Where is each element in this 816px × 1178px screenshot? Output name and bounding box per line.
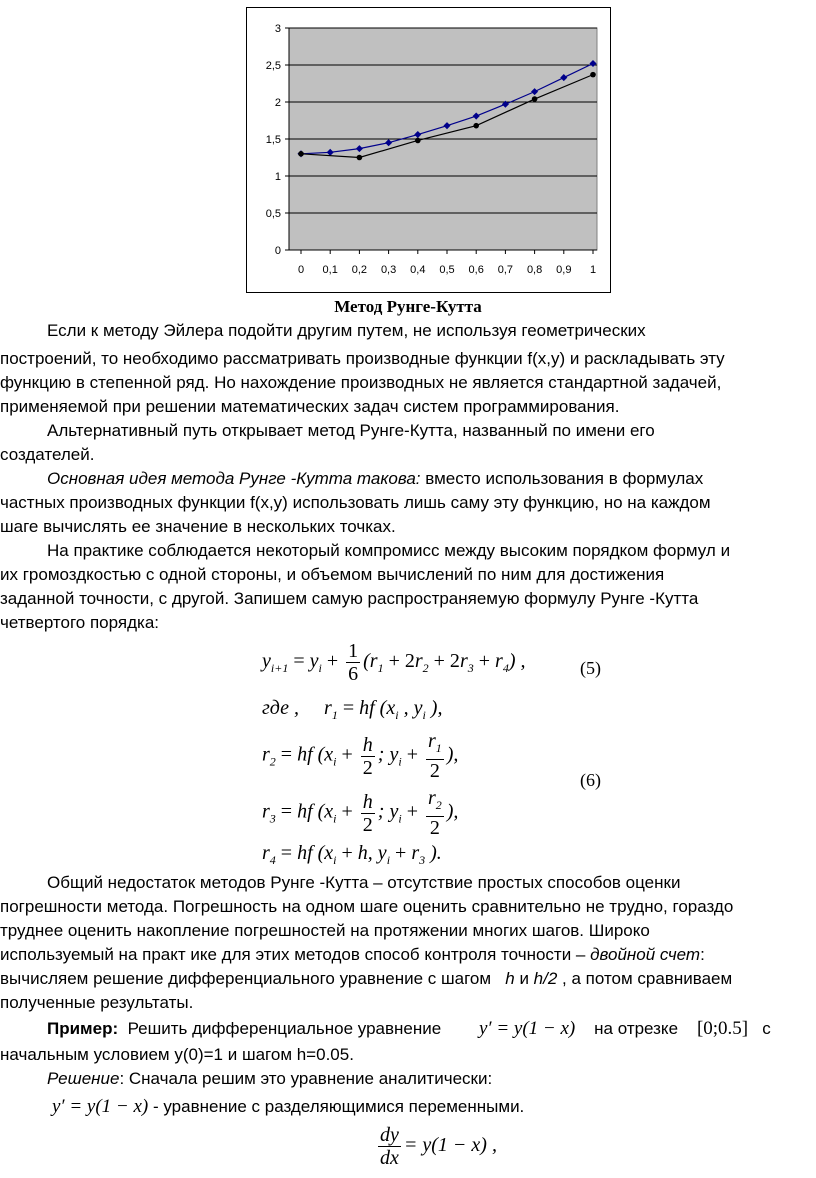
- para3-italic: Основная идея метода Рунге -Кутта такова:: [47, 469, 421, 488]
- chart-frame: [246, 7, 611, 293]
- para5-line2: погрешности метода. Погрешность на одном шаге оценить сравнительно не трудно, гораздо: [0, 897, 734, 916]
- y-tick-label: 0,5: [265, 208, 281, 220]
- eq-number-5: (5): [580, 658, 601, 678]
- series-2-point: [590, 72, 596, 78]
- para1-line4: применяемой при решении математических задач систем программирования.: [0, 397, 620, 416]
- example-line1: Пример: Решить дифференциальное уравнение y′ = y(1 − x) на отрезке [0;0.5] с: [47, 1018, 771, 1039]
- example-line2: начальным условием y(0)=1 и шагом h=0.05.: [0, 1045, 354, 1064]
- para1-line1: Если к методу Эйлера подойти другим путем, не используя геометрических: [47, 321, 646, 340]
- y-tick-label: 2: [274, 97, 281, 109]
- x-tick-label: 0,3: [380, 264, 397, 276]
- x-tick-label: 0,8: [526, 264, 543, 276]
- para2-line1: Альтернативный путь открывает метод Рунге-Кутта, названный по имени его: [47, 421, 655, 440]
- y-tick-label: 3: [274, 23, 281, 35]
- y-tick-label: 0: [274, 245, 281, 257]
- runge-kutta-chart: [247, 8, 610, 292]
- x-tick-label: 0,6: [468, 264, 484, 276]
- series-2-point: [357, 155, 363, 161]
- series-2-point: [532, 96, 538, 102]
- x-tick-label: 0,5: [439, 264, 455, 276]
- para4-line1: На практике соблюдается некоторый компромисс между высоким порядком формул и: [47, 541, 731, 560]
- series-2-point: [473, 123, 479, 129]
- para4-line3: заданной точности, с другой. Запишем самую распространяемую формулу Рунге -Кутта: [0, 589, 699, 608]
- eq-number-6: (6): [580, 770, 601, 790]
- para3-line3: шаге вычислять ее значение в нескольких точках.: [0, 517, 396, 536]
- x-tick-label: 0: [297, 264, 305, 276]
- dydx-formula: $\frac{dy}{dx}$ = y(1 − x) ,: [380, 1124, 497, 1169]
- formula-6-line2: $r_2$ = hf ($x_i$ + $\frac{h}{2}$ ; $y_i$ + $\frac{r_1}{2}$ ),: [262, 730, 459, 782]
- series-2-point: [415, 138, 421, 144]
- para4-line2: их громоздкостью с одной стороны, и объемом вычислений по ним для достижения: [0, 565, 665, 584]
- para4-line4: четвертого порядка:: [0, 613, 160, 632]
- x-tick-label: 1: [589, 264, 597, 276]
- formula-6-line1: где , $r_1$ = hf ($x_i$ , $y_i$ ),: [262, 697, 443, 722]
- separable-line: y′ = y(1 − x) - уравнение с разделяющимися переменными.: [52, 1096, 525, 1117]
- para1-line2: построений, то необходимо рассматривать производные функции f(x,y) и раскладывать эту: [0, 349, 725, 368]
- formula-6-line3: $r_3$ = hf ($x_i$ + $\frac{h}{2}$ ; $y_i$ + $\frac{r_2}{2}$ ),: [262, 787, 459, 839]
- y-tick-label: 1: [274, 171, 281, 183]
- y-tick-label: 2,5: [265, 60, 281, 72]
- x-tick-label: 0,7: [497, 264, 514, 276]
- formula-6-line4: $r_4$ = hf ($x_i + h$, $y_i + r_3$ ).: [262, 842, 442, 867]
- para3-rest: вместо использования в формулах: [420, 469, 704, 488]
- x-tick-label: 0,2: [351, 264, 368, 276]
- para5-line5: вычисляем решение дифференциального уравнение с шагом h и h/2 , а потом сравниваем: [0, 969, 733, 988]
- y-tick-label: 1,5: [265, 134, 281, 146]
- para5-line3: труднее оценить накопление погрешностей на протяжении многих шагов. Широко: [0, 921, 650, 940]
- para5-line4: используемый на практ ике для этих методов способ контроля точности – двойной счет:: [0, 945, 705, 964]
- series-2-point: [298, 151, 304, 157]
- para1-line3: функцию в степенной ряд. Но нахождение производных не является стандартной задачей,: [0, 373, 722, 392]
- para3-line1: [47, 468, 703, 490]
- x-tick-label: 0,1: [322, 264, 338, 276]
- para2-line2: создателей.: [0, 445, 95, 464]
- solution-line: Решение: Сначала решим это уравнение аналитически:: [47, 1069, 493, 1088]
- para3-line2: частных производных функции f(x,y) использовать лишь саму эту функцию, но на каждом: [0, 493, 711, 512]
- section-heading: Метод Рунге-Кутта: [334, 297, 482, 316]
- para5-line6: полученные результаты.: [0, 993, 194, 1012]
- x-tick-label: 0,9: [556, 264, 572, 276]
- para5-line1: Общий недостаток методов Рунге -Кутта – отсутствие простых способов оценки: [47, 873, 681, 892]
- formula-5: $y_{i+1} = y_i$ + $\frac{1}{6}$ $(r_1 + 2r_2 + 2r_3 + r_4)$ ,: [262, 640, 526, 685]
- x-tick-label: 0,4: [410, 264, 426, 276]
